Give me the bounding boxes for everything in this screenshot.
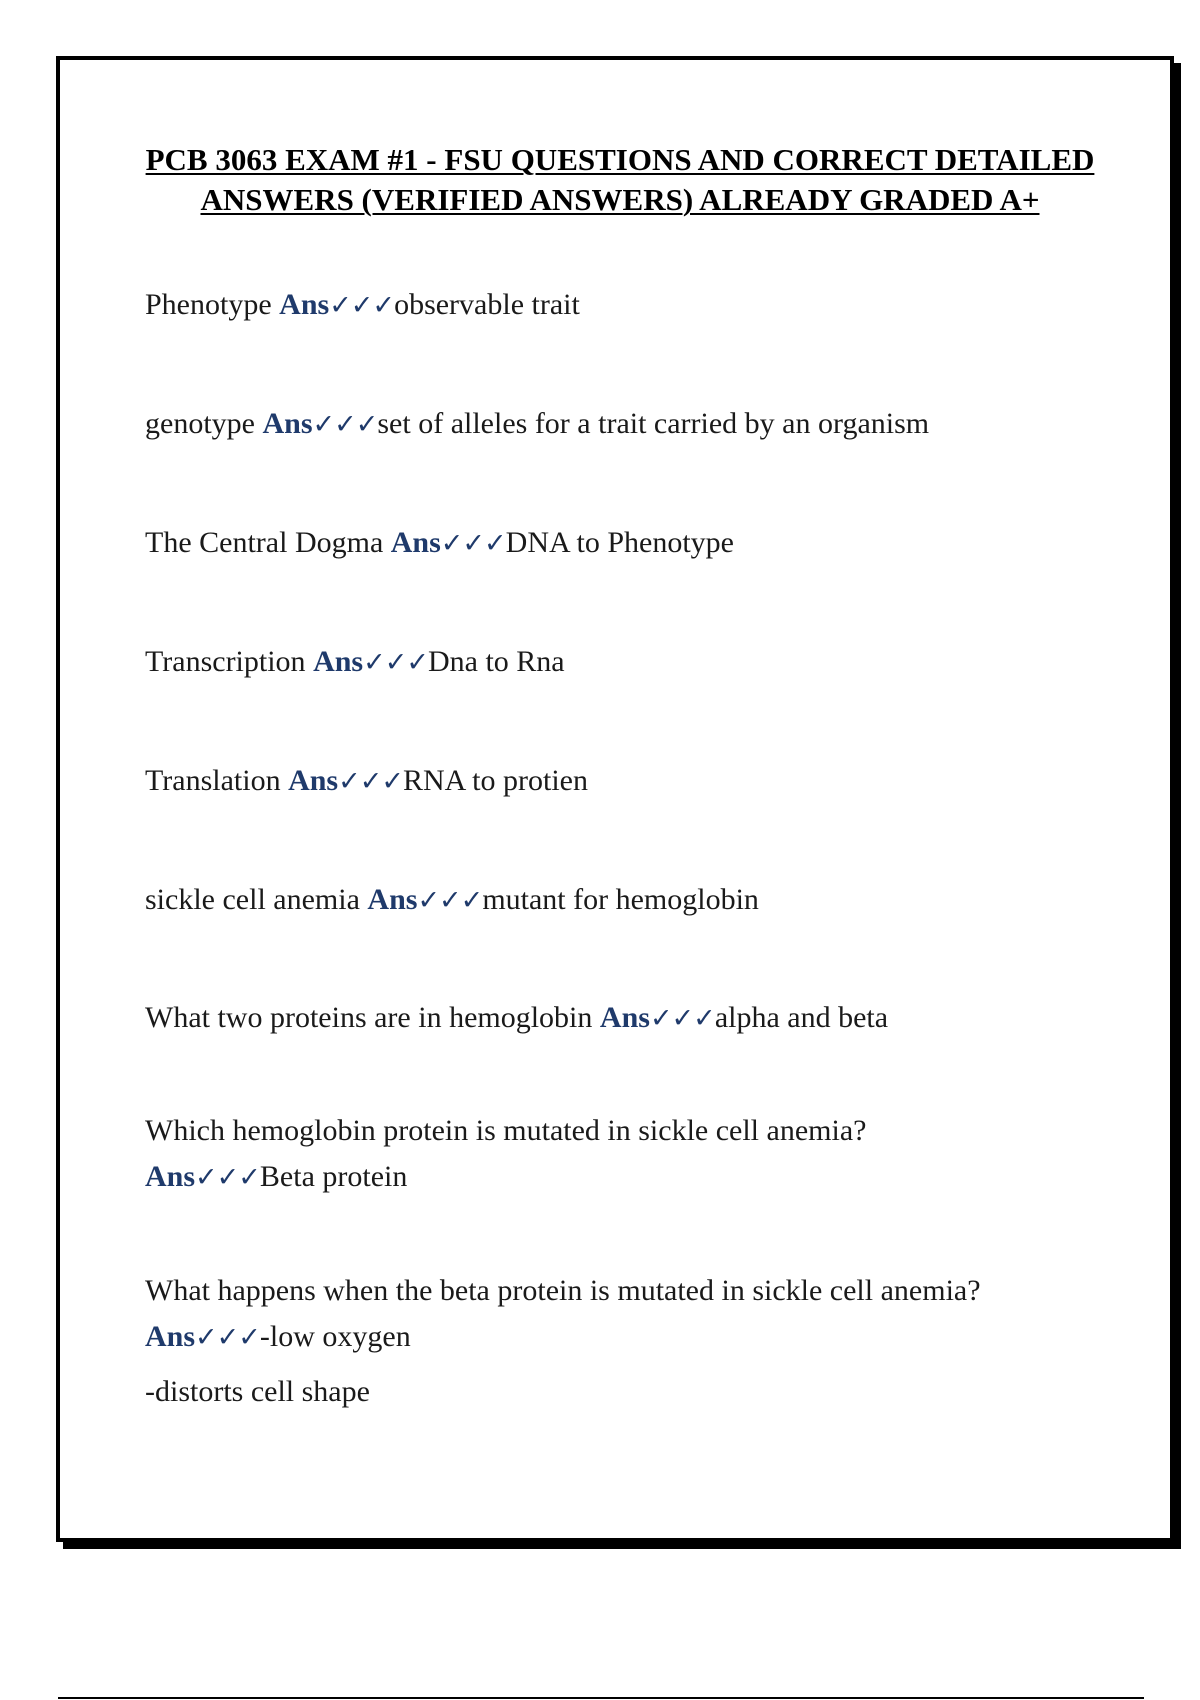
answer-marker: Ans (288, 764, 339, 797)
answer-text: set of alleles for a trait carried by an organism (377, 407, 930, 440)
answer-text: DNA to Phenotype (505, 526, 734, 559)
answer-marker: Ans (313, 645, 364, 678)
qa-item (145, 758, 1085, 805)
question-text: genotype (145, 407, 263, 440)
check-marks-icon: ✓✓✓ (312, 409, 378, 440)
question-text: Phenotype (145, 288, 280, 321)
answer-marker: Ans (145, 1160, 196, 1193)
question-text: The Central Dogma (145, 526, 391, 559)
qa-item (145, 401, 1085, 448)
answer-marker: Ans (262, 407, 313, 440)
check-marks-icon: ✓✓✓ (440, 528, 506, 559)
check-marks-icon: ✓✓✓ (363, 647, 428, 678)
check-marks-icon: ✓✓✓ (338, 766, 403, 797)
question-text: What two proteins are in hemoglobin (145, 1001, 600, 1034)
footer-rule (58, 1697, 1144, 1699)
qa-item (145, 877, 1085, 924)
question-text: Transcription (145, 645, 314, 678)
qa-item (145, 1268, 1085, 1361)
check-marks-icon: ✓✓✓ (649, 1003, 715, 1034)
answer-text: Dna to Rna (427, 645, 565, 678)
answer-text: Beta protein (259, 1160, 408, 1193)
check-marks-icon: ✓✓✓ (195, 1322, 260, 1353)
qa-item (145, 520, 1085, 567)
qa-item (145, 639, 1085, 686)
answer-text: observable trait (394, 288, 580, 321)
document-title: PCB 3063 EXAM #1 - FSU QUESTIONS AND CORRECT DETAILED ANSWERS (VERIFIED ANSWERS) ALREADY GRADED A+ (145, 142, 1095, 217)
answer-text: -low oxygen (259, 1320, 411, 1353)
question-text: Translation (145, 764, 289, 797)
check-marks-icon: ✓✓✓ (195, 1162, 260, 1193)
answer-text: RNA to protien (402, 764, 588, 797)
answer-marker: Ans (390, 526, 441, 559)
question-text: What happens when the beta protein is mutated in sickle cell anemia? (145, 1274, 981, 1307)
answer-marker: Ans (145, 1320, 196, 1353)
answer-marker: Ans (599, 1001, 650, 1034)
answer-text: mutant for hemoglobin (482, 883, 759, 916)
question-text: Which hemoglobin protein is mutated in sickle cell anemia? (145, 1114, 867, 1147)
answer-extra-line: -distorts cell shape (145, 1375, 370, 1408)
question-text: sickle cell anemia (145, 883, 368, 916)
check-marks-icon: ✓✓✓ (329, 290, 395, 321)
qa-item (145, 995, 1085, 1042)
qa-item (145, 1108, 1085, 1201)
check-marks-icon: ✓✓✓ (417, 885, 483, 916)
answer-marker: Ans (367, 883, 418, 916)
answer-marker: Ans (279, 288, 330, 321)
qa-item (145, 282, 1085, 329)
answer-text: alpha and beta (714, 1001, 889, 1034)
